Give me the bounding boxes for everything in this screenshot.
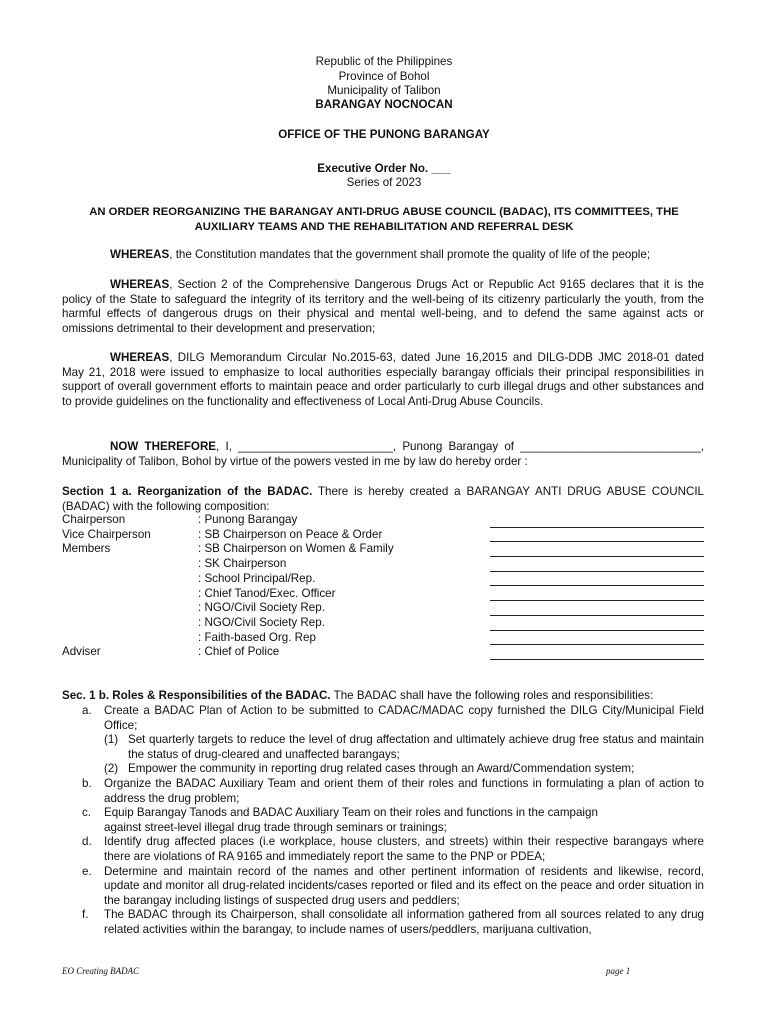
- composition-member: : School Principal/Rep.: [198, 571, 316, 585]
- list-text: Identify drug affected places (i.e workplace, house clusters, and streets) within their respective barangays where there are violations of RA 9165 and immediately report the same to the PNP or PDEA;: [104, 835, 704, 863]
- signature-line: [470, 517, 704, 528]
- footer-document-name: EO Creating BADAC: [62, 966, 140, 976]
- office-title: OFFICE OF THE PUNONG BARANGAY: [278, 128, 490, 141]
- whereas-lead: WHEREAS: [110, 351, 170, 364]
- composition-member: : NGO/Civil Society Rep.: [198, 615, 325, 629]
- composition-role: Adviser: [62, 645, 101, 659]
- whereas-clause-1: [62, 248, 704, 263]
- header-barangay: BARANGAY NOCNOCAN: [315, 98, 453, 111]
- header-municipality: Municipality of Talibon: [327, 84, 441, 97]
- list-marker: c.: [82, 806, 92, 820]
- executive-order-number: Executive Order No. ___: [317, 162, 451, 175]
- list-text: Determine and maintain record of the names and other pertinent information of residents and likewise, record, update and monitor all drug-related incidents/cases reported or filed and its effect on the peace and order situation in the barangay including listings of suspected drug users and peddlers;: [104, 864, 704, 907]
- list-text: Empower the community in reporting drug related cases through an Award/Commendation system;: [128, 762, 635, 776]
- section-1a-heading: Section 1 a. Reorganization of the BADAC.: [62, 485, 313, 498]
- composition-row: [62, 557, 704, 572]
- composition-row: [62, 513, 704, 528]
- list-marker: (2): [104, 762, 119, 776]
- sub-list-item: [104, 762, 704, 777]
- signature-line: [470, 531, 704, 542]
- list-marker: a.: [82, 704, 92, 717]
- list-marker: e.: [82, 864, 92, 878]
- composition-member: : Punong Barangay: [198, 513, 298, 527]
- signature-line: [470, 605, 704, 616]
- whereas-text: , the Constitution mandates that the government shall promote the quality of life of the people;: [169, 248, 651, 261]
- composition-member: : SB Chairperson on Women & Family: [198, 542, 394, 556]
- sub-list-item: [104, 733, 704, 762]
- composition-row: [62, 528, 704, 543]
- composition-row: [62, 542, 704, 557]
- signature-line: [470, 561, 704, 572]
- list-item: [62, 777, 704, 806]
- composition-row: [62, 645, 704, 660]
- order-title-line1: AN ORDER REORGANIZING THE BARANGAY ANTI-DRUG ABUSE COUNCIL (BADAC), ITS COMMITTEES, THE: [89, 206, 679, 218]
- list-text: The BADAC through its Chairperson, shall consolidate all information gathered from all sources related to any drug related activities within the barangay, to include names of users/peddlers, marijuana cultivation,: [104, 908, 704, 936]
- signature-line: [470, 590, 704, 601]
- signature-line: [470, 620, 704, 631]
- whereas-text: , DILG Memorandum Circular No.2015-63, dated June 16,2015 and DILG-DDB JMC 2018-01 dated May 21, 2018 were issued to emphasize to local authorities especially barangay officials their principal responsibilities in support of overall government efforts to maintain peace and order particularly to curb illegal drugs and other substances and to provide guidelines on the functionality and effectiveness of Local Anti-Drug Abuse Councils.: [62, 351, 704, 408]
- composition-member: : Chief Tanod/Exec. Officer: [198, 586, 336, 600]
- header-republic: Republic of the Philippines: [315, 55, 453, 68]
- list-text: Organize the BADAC Auxiliary Team and orient them of their roles and functions in formulating a plan of action to address the drug problem;: [104, 776, 704, 805]
- list-item: [62, 806, 704, 835]
- now-therefore-lead: NOW THEREFORE: [110, 440, 217, 453]
- composition-member: : SB Chairperson on Peace & Order: [198, 527, 383, 541]
- section-1a: [62, 485, 704, 514]
- composition-role: Members: [62, 542, 111, 556]
- list-text: Set quarterly targets to reduce the level of drug affectation and ultimately achieve drug free status and maintain the status of drug-cleared and unaffected barangays;: [128, 733, 704, 761]
- now-therefore-clause: [62, 440, 704, 469]
- now-therefore-text: , I, ________________________, Punong Barangay of ____________________________, Municipality of Talibon, Bohol by virtue of the powers vested in me by law do hereby order :: [62, 440, 704, 468]
- list-text: Create a BADAC Plan of Action to be submitted to CADAC/MADAC copy furnished the DILG City/Municipal Field Office;: [104, 704, 704, 732]
- signature-line: [470, 575, 704, 586]
- section-1b-text: The BADAC shall have the following roles and responsibilities:: [330, 689, 654, 702]
- composition-role: Vice Chairperson: [62, 527, 151, 541]
- list-item: [62, 908, 704, 937]
- composition-row: [62, 631, 704, 646]
- composition-member: : Chief of Police: [198, 645, 280, 659]
- composition-member: : SK Chairperson: [198, 557, 287, 571]
- whereas-text: , Section 2 of the Comprehensive Dangerous Drugs Act or Republic Act 9165 declares that it is the policy of the State to safeguard the integrity of its territory and the well-being of its citizenry particularly the youth, from the harmful effects of dangerous drugs on their physical and mental well-being, and to defend the same against acts or omissions detrimental to their development and preservation;: [62, 278, 704, 335]
- list-item: [62, 865, 704, 909]
- composition-row: [62, 586, 704, 601]
- signature-line: [470, 634, 704, 645]
- section-1b-heading: Sec. 1 b. Roles & Responsibilities of the BADAC.: [62, 689, 331, 702]
- signature-line: [470, 546, 704, 557]
- list-marker: (1): [104, 733, 119, 747]
- whereas-clause-2: [62, 278, 704, 336]
- composition-row: [62, 616, 704, 631]
- header-province: Province of Bohol: [338, 70, 430, 83]
- footer-page-number: page 1: [606, 966, 631, 976]
- order-title-line2: AUXILIARY TEAMS AND THE REHABILITATION AND REFERRAL DESK: [194, 221, 574, 233]
- list-item: [62, 835, 704, 864]
- composition-member: : NGO/Civil Society Rep.: [198, 601, 325, 615]
- whereas-clause-3: [62, 351, 704, 409]
- list-text: Equip Barangay Tanods and BADAC Auxiliary Team on their roles and functions in the campaign: [104, 806, 598, 820]
- section-1b: [62, 689, 704, 704]
- composition-member: : Faith-based Org. Rep: [198, 630, 316, 644]
- roles-list: [62, 704, 704, 938]
- list-marker: b.: [82, 776, 92, 790]
- composition-role: Chairperson: [62, 513, 126, 527]
- whereas-lead: WHEREAS: [110, 248, 170, 261]
- series-year: Series of 2023: [346, 176, 422, 189]
- list-marker: d.: [82, 835, 92, 849]
- composition-row: [62, 572, 704, 587]
- list-item: [62, 704, 704, 733]
- signature-line: [470, 649, 704, 660]
- list-marker: f.: [82, 908, 89, 922]
- whereas-lead: WHEREAS: [110, 278, 170, 291]
- section-1a-text: There is hereby created a BARANGAY ANTI DRUG ABUSE COUNCIL (BADAC) with the following composition:: [62, 485, 704, 513]
- composition-row: [62, 601, 704, 616]
- badac-composition-table: [62, 513, 704, 660]
- list-text-continued: against street-level illegal drug trade through seminars or trainings;: [104, 820, 447, 834]
